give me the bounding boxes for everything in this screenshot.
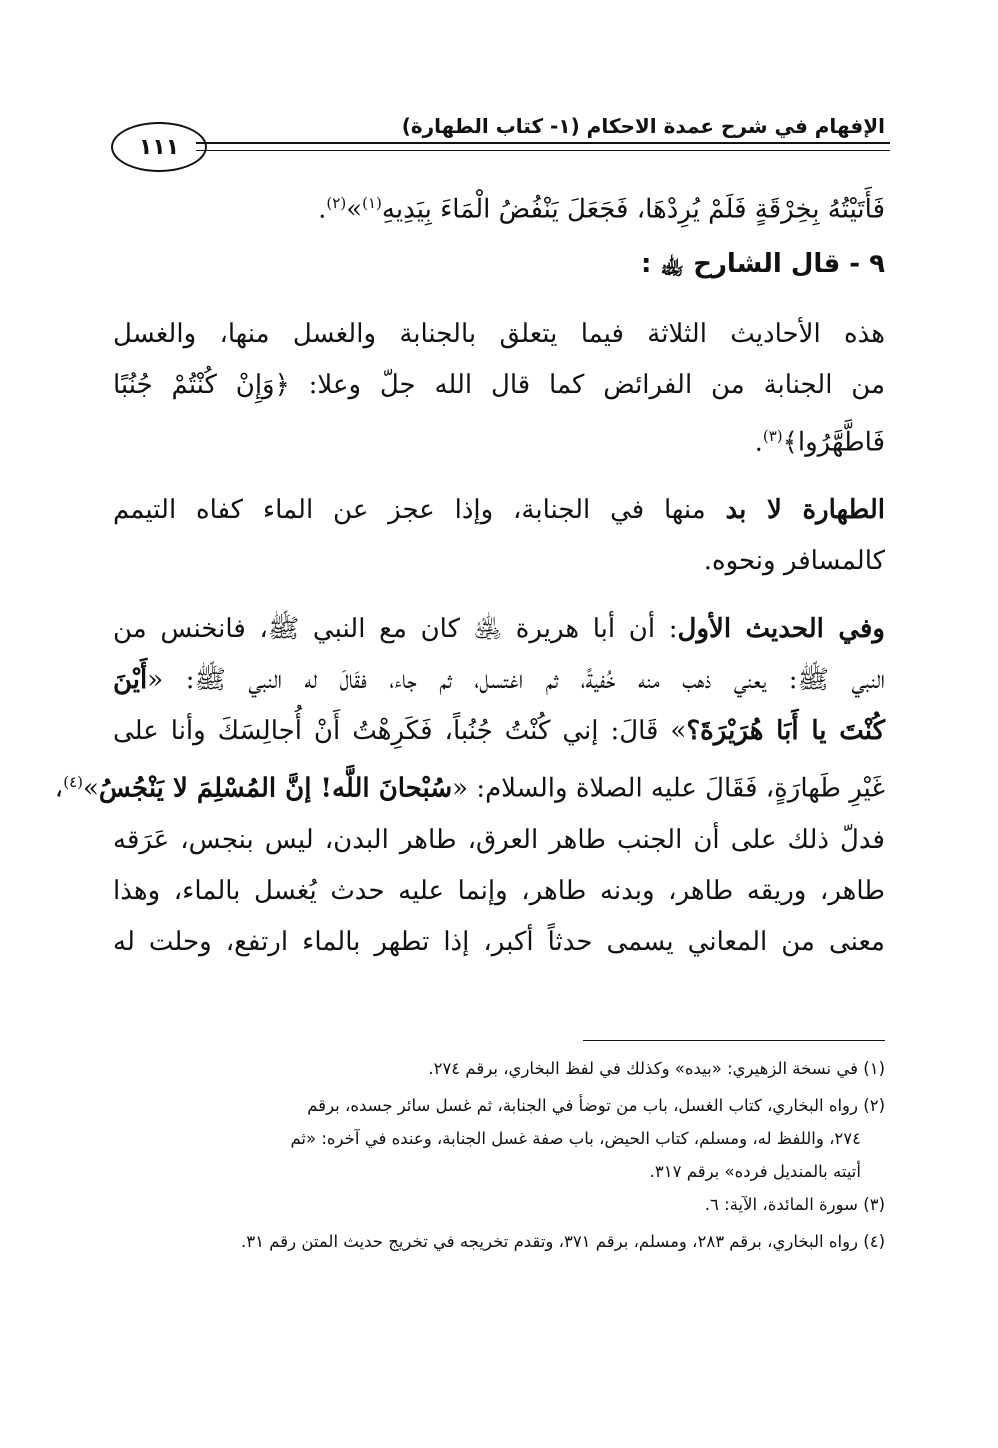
- footnote-4: (٤) رواه البخاري، برقم ٢٨٣، ومسلم، برقم ٣٧١، وتقدم تخريجه في تخريج حديث المتن رقم ٣١.: [241, 1232, 885, 1251]
- header-rule-thin: [196, 150, 890, 151]
- text-line: الطهارة لا بد منها في الجنابة، وإذا عجز عن الماء كفاه التيمم: [113, 495, 885, 526]
- page-number: ١١١: [138, 134, 180, 160]
- text-line: كالمسافر ونحوه.: [703, 546, 885, 577]
- section-heading: ٩ - قال الشارح ﵀ :: [640, 248, 885, 279]
- text-line: من الجنابة من الفرائض كما قال الله جلّ وعلا: ﴿وَإِنْ كُنْتُمْ جُنُبًا: [113, 369, 885, 400]
- text-line: غَيْرِ طَهارَةٍ، فَقَالَ عليه الصلاة والسلام: «سُبْحانَ اللَّه! إنَّ المُسْلِمَ لا يَنْجُسُ»$^{(٤)}$،: [54, 773, 885, 804]
- footnote-1: (١) في نسخة الزهيري: «بيده» وكذلك في لفظ البخاري، برقم ٢٧٤.: [428, 1059, 885, 1078]
- running-header-title: الإفهام في شرح عمدة الاحكام (١- كتاب الطهارة): [401, 114, 885, 138]
- paragraph-3: [54, 604, 885, 968]
- footnotes: [113, 1052, 885, 1258]
- text-line: كُنْتَ يا أَبَا هُرَيْرَةَ؟» قَالَ: إني كُنْتُ جُنُباً، فَكَرِهْتُ أَنْ أُجالِسَكَ وأنا على: [113, 716, 885, 747]
- footnote-2: (٢) رواه البخاري، كتاب الغسل، باب من توضأ في الجنابة، ثم غسل سائر جسده، برقم: [307, 1096, 885, 1115]
- paragraph-2: [113, 485, 885, 587]
- footnote-ref: (١): [362, 194, 382, 212]
- footnote-ref: (٣): [762, 426, 783, 445]
- paragraph-1: [113, 309, 885, 469]
- text-line: فدلّ ذلك على أن الجنب طاهر العرق، طاهر البدن، ليس بنجس، عَرَقه: [113, 824, 885, 855]
- text-line: فَاطَّهَّرُوا﴾$^{(٣)}$.: [754, 426, 885, 458]
- header-rule-thick: [196, 142, 890, 144]
- text-line: فَأَتَيْتُهُ بِخِرْقَةٍ فَلَمْ يُرِدْهَا، فَجَعَلَ يَنْفُضُ الْمَاءَ بِيَدِيهِ$^{(١)}$»$^{(٢)}$.: [318, 194, 885, 225]
- footnote-2-continued: ٢٧٤، واللفظ له، ومسلم، كتاب الحيض، باب صفة غسل الجنابة، وعنده في آخره: «ثم: [290, 1129, 861, 1148]
- text-line: النبي ﷺ: يعني ذهب منه خُفيةً، ثم اغتسل، ثم جاء، فقَالَ له النبي ﷺ: «أَيْنَ: [113, 665, 885, 696]
- text-line: وفي الحديث الأول: أن أبا هريرة ﵁ كان مع النبي ﷺ، فانخنس من: [113, 614, 885, 645]
- footnote-ref: (٢): [326, 194, 347, 212]
- text-line: معنى من المعاني يسمى حدثاً أكبر، إذا تطهر بالماء ارتفع، وحلت له: [113, 926, 885, 957]
- page-number-oval: [111, 122, 207, 172]
- text-line: طاهر، وريقه طاهر، وبدنه طاهر، وإنما عليه حدث يُغسل بالماء، وهذا: [113, 875, 885, 906]
- text-line: هذه الأحاديث الثلاثة فيما يتعلق بالجنابة والغسل منها، والغسل: [113, 318, 885, 349]
- footnote-2-continued: أتيته بالمنديل فرده» برقم ٣١٧.: [649, 1162, 861, 1181]
- footnote-separator: [583, 1040, 885, 1041]
- footnote-3: (٣) سورة المائدة، الآية: ٦.: [704, 1195, 885, 1214]
- main-text: [54, 178, 885, 968]
- footnote-ref: (٤): [63, 773, 83, 792]
